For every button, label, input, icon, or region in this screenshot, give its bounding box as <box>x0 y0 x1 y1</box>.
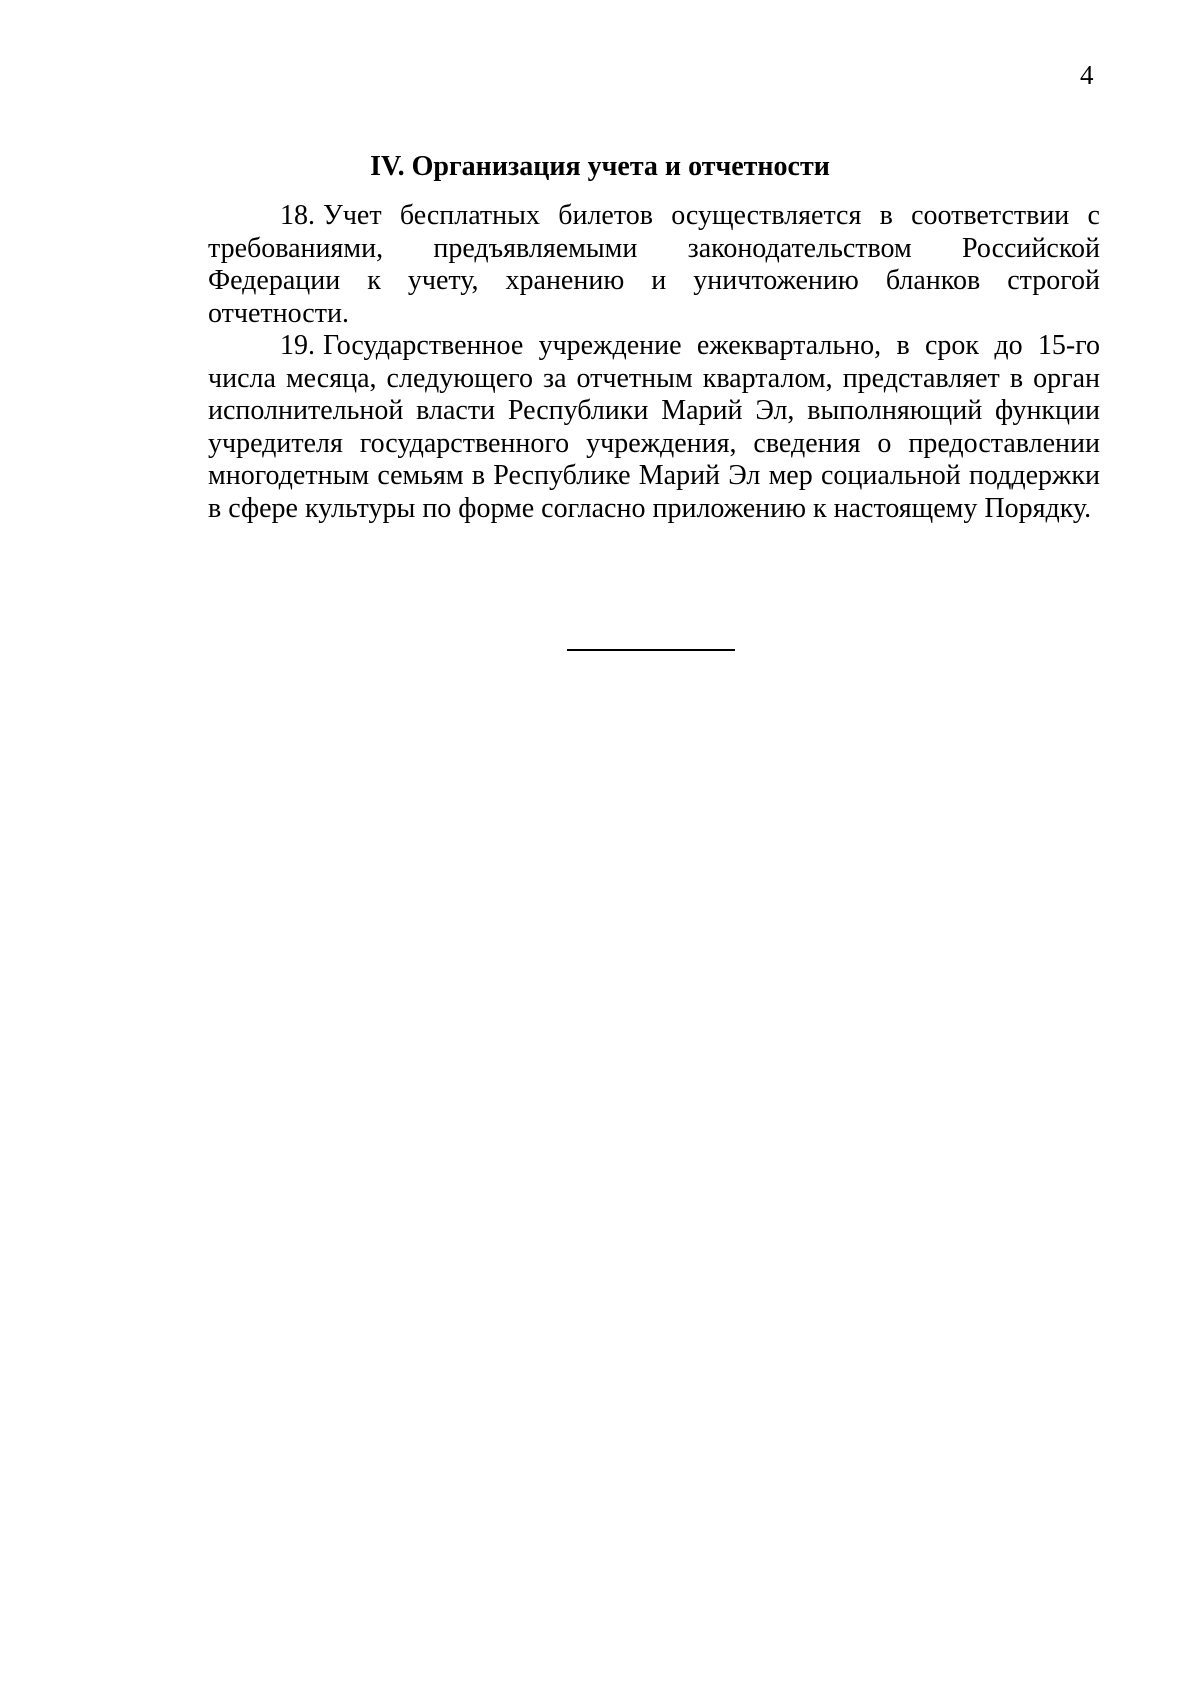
end-of-document-rule <box>567 649 735 651</box>
paragraph-18 <box>208 200 1100 330</box>
paragraph-number: 19. <box>280 330 315 361</box>
page-number: 4 <box>1080 60 1094 90</box>
section-title: IV. Организация учета и отчетности <box>370 150 830 182</box>
paragraph-19 <box>208 330 1100 525</box>
paragraph-number: 18. <box>280 200 315 231</box>
paragraph-text: Государственное учреждение ежеквартально, в срок до 15-го числа месяца, следующего за отчетным кварталом, представляет в орган исполнительной власти Республики Марий Эл, выполняющий функции учредителя государственного учреждения, сведения о предоставлении многодетным семьям в Республике Марий Эл мер социальной поддержки в сфере культуры по форме согласно приложению к настоящему Порядку. <box>208 330 1100 524</box>
document-body <box>208 200 1100 525</box>
paragraph-text: Учет бесплатных билетов осуществляется в соответствии с требованиями, предъявляемыми законодательством Российской Федерации к учету, хранению и уничтожению бланков строгой отчетности. <box>208 200 1100 329</box>
